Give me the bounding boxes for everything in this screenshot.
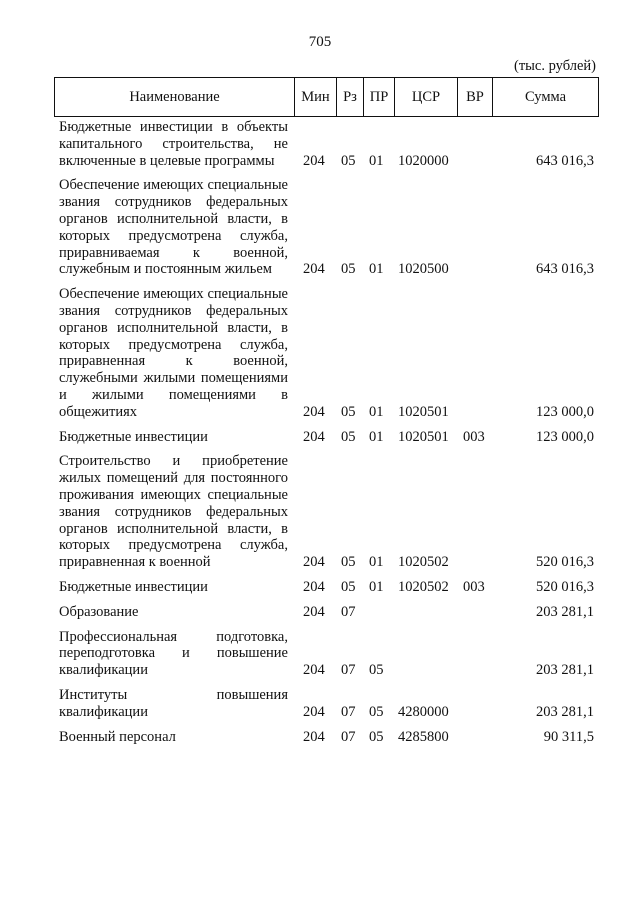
row-sum: 123 000,0: [536, 403, 594, 420]
row-name: Бюджетные инвестиции: [59, 428, 208, 445]
row-rz: 05: [341, 152, 356, 169]
row-rz: 05: [341, 554, 356, 571]
row-sum: 123 000,0: [536, 428, 594, 445]
row-min: 204: [303, 603, 325, 620]
row-pr: 01: [369, 428, 384, 445]
row-csr: 1020501: [398, 428, 449, 445]
header-sum: Сумма: [492, 78, 598, 116]
row-csr: 1020000: [398, 152, 449, 169]
row-name: Обеспечение имеющих специальные звания сотрудников федеральных органов исполнительной власти, в которых предусмотрена служба, приравненная к военной, служебными жилыми помещениями и жилыми помещениями в общежитиях: [59, 286, 288, 420]
row-pr: 01: [369, 578, 384, 595]
row-vr: 003: [463, 428, 485, 445]
units-label: (тыс. рублей): [514, 58, 596, 74]
row-pr: 05: [369, 662, 384, 679]
row-rz: 07: [341, 662, 356, 679]
row-pr: 01: [369, 261, 384, 278]
row-pr: 05: [369, 728, 384, 745]
row-rz: 07: [341, 703, 356, 720]
page-number: 705: [308, 34, 332, 50]
table-row: [0, 451, 640, 577]
row-pr: 05: [369, 703, 384, 720]
row-name: Профессиональная подготовка, переподготовка и повышение квалификации: [59, 628, 288, 679]
row-sum: 203 281,1: [536, 703, 594, 720]
header-pr: ПР: [363, 78, 394, 116]
table-row: [0, 284, 640, 426]
table-row: [0, 577, 640, 602]
row-min: 204: [303, 152, 325, 169]
row-min: 204: [303, 554, 325, 571]
row-pr: 01: [369, 403, 384, 420]
row-min: 204: [303, 662, 325, 679]
header-name: Наименование: [129, 89, 220, 105]
table-body: [0, 117, 640, 751]
table-row: [0, 602, 640, 627]
row-name: Обеспечение имеющих специальные звания сотрудников федеральных органов исполнительной власти, в которых предусмотрена служба, приравниваемая к военной, служебным и постоянным жильем: [59, 177, 288, 278]
row-vr: 003: [463, 578, 485, 595]
row-csr: 1020500: [398, 261, 449, 278]
row-min: 204: [303, 261, 325, 278]
table-header: [54, 77, 599, 117]
header-csr: ЦСР: [394, 78, 457, 116]
row-sum: 203 281,1: [536, 603, 594, 620]
row-sum: 520 016,3: [536, 554, 594, 571]
row-csr: 4285800: [398, 728, 449, 745]
row-name: Институты повышения квалификации: [59, 686, 288, 720]
row-rz: 07: [341, 603, 356, 620]
row-csr: 4280000: [398, 703, 449, 720]
row-csr: 1020502: [398, 578, 449, 595]
table-row: [0, 117, 640, 175]
row-sum: 520 016,3: [536, 578, 594, 595]
row-rz: 07: [341, 728, 356, 745]
table-row: [0, 175, 640, 284]
table-row: [0, 727, 640, 752]
row-sum: 203 281,1: [536, 662, 594, 679]
row-rz: 05: [341, 403, 356, 420]
table-row: [0, 685, 640, 727]
row-min: 204: [303, 428, 325, 445]
row-min: 204: [303, 703, 325, 720]
table-row: [0, 627, 640, 685]
row-name: Образование: [59, 603, 139, 620]
row-min: 204: [303, 728, 325, 745]
row-name: Строительство и приобретение жилых помещений для постоянного проживания имеющих специальные звания сотрудников федеральных органов исполнительной власти, в которых предусмотрена служба, приравненная к военной: [59, 453, 288, 571]
row-rz: 05: [341, 261, 356, 278]
row-pr: 01: [369, 152, 384, 169]
row-sum: 643 016,3: [536, 261, 594, 278]
row-pr: 01: [369, 554, 384, 571]
row-csr: 1020502: [398, 554, 449, 571]
table-row: [0, 427, 640, 452]
row-rz: 05: [341, 428, 356, 445]
row-min: 204: [303, 578, 325, 595]
row-name: Бюджетные инвестиции: [59, 578, 208, 595]
row-sum: 643 016,3: [536, 152, 594, 169]
row-name: Бюджетные инвестиции в объекты капитального строительства, не включенные в целевые программы: [59, 119, 288, 169]
row-rz: 05: [341, 578, 356, 595]
header-min: Мин: [294, 78, 336, 116]
header-rz: Рз: [336, 78, 363, 116]
row-min: 204: [303, 403, 325, 420]
row-name: Военный персонал: [59, 728, 176, 745]
row-sum: 90 311,5: [543, 728, 594, 745]
row-csr: 1020501: [398, 403, 449, 420]
header-vr: ВР: [457, 78, 492, 116]
